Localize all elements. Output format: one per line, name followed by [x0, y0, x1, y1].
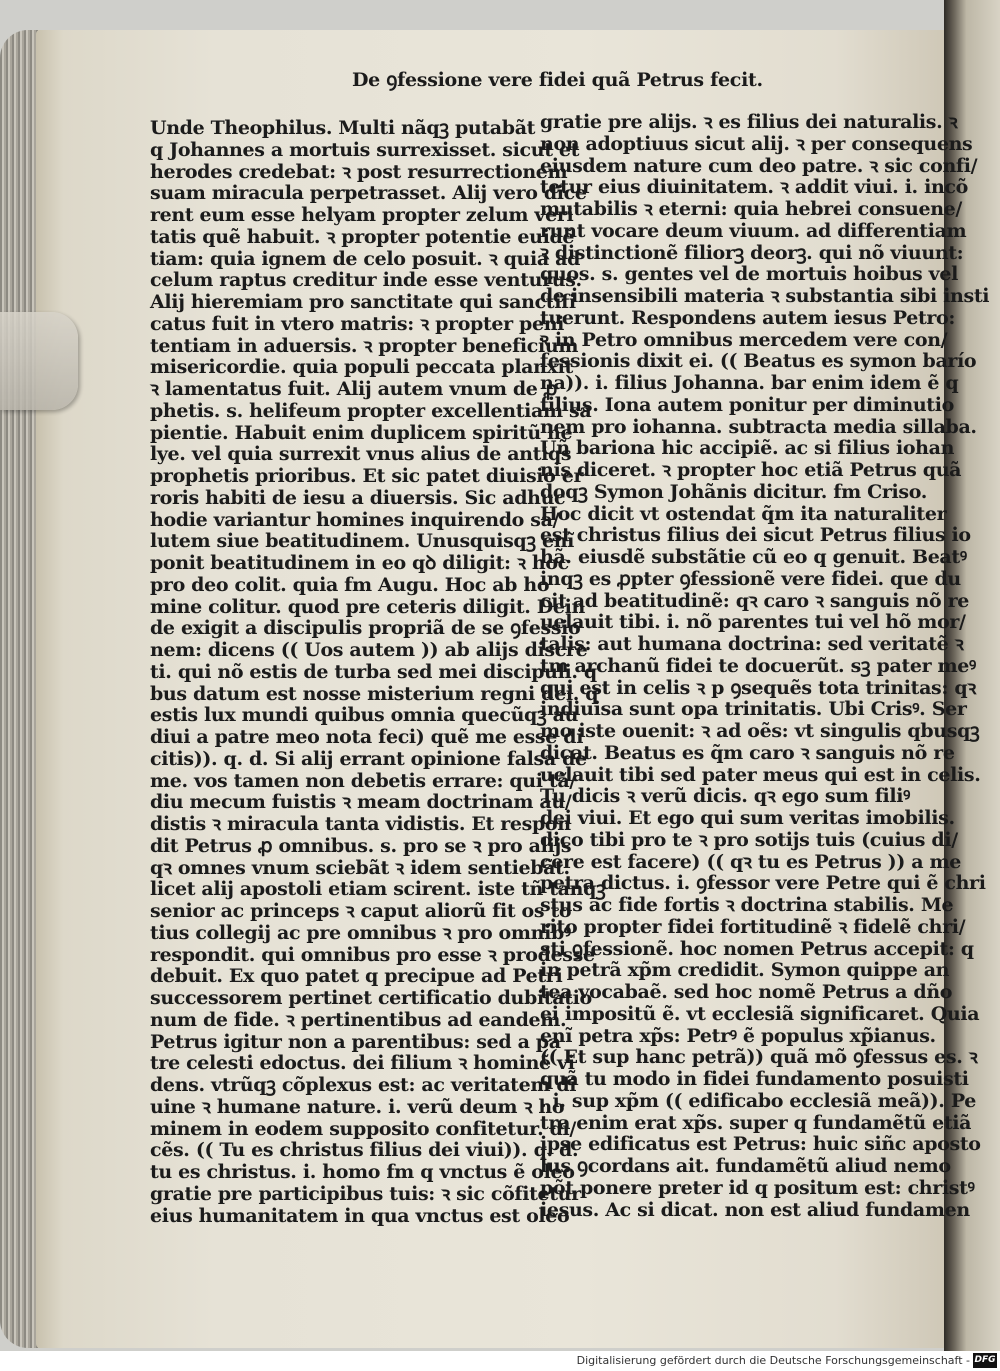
funding-notice: Digitalisierung gefördert durch die Deutsche Forschungsgemeinschaft -	[576, 1354, 970, 1367]
running-header: De ꝯfessione vere fidei quã Petrus fecit.	[352, 69, 763, 91]
footer-bar	[0, 1351, 1000, 1371]
right-text-column: gratie pre alijs. ꝛ es filius dei naturalis. ꝛ non adoptiuus sicut alij. ꝛ per consequens eiusdem nature cum deo patre. ꝛ sic confi/ tetur eius diuinitatem. ꝛ addit viui. i. incõ mutabilis ꝛ eterni: quia hebrei consuene/ runt vocare deum viuum. ad differentiam ꝛ distinctionẽ filiorꝫ deorꝫ. qui nõ viuunt: quos. s. gentes vel de mortuis hoibus vel de insensibili materia ꝛ substantia sibi insti tuerunt. Respondens autem iesus Petro: ꝛ in Petro omnibus mercedem vere con/ fessionis dixit ei. (( Beatus es symon barío na)). i. filius Johanna. bar enim idem ẽ q filius. Iona autem ponitur per diminutio nem pro iohanna. subtracta media sillaba. Uñ bariona hic accipiẽ. ac si filius iohan nis diceret. ꝛ propter hoc etiã Petrus quã doqꝫ Symon Johãnis dicitur. fm Criso. Hoc dicit vt ostendat q̃m ita naturaliter est christus filius dei sicut Petrus filius io hã. eiusdẽ substãtie cũ eo q genuit. Beatꝰ inqꝫ es ꝓpter ꝯfessionẽ vere fidei. que du cit ad beatitudinẽ: qꝛ caro ꝛ sanguis nõ re uelauit tibi. i. nõ parentes tui vel hõ mor/ talis: aut humana doctrina: sed veritatẽ ꝛ tm archanũ fidei te docuerũt. sꝫ pater meꝰ qui est in celis ꝛ p ꝯsequẽs tota trinitas: qꝛ indiuisa sunt opa trinitatis. Ubi Crisꝰ. Ser mo iste ouenit: ꝛ ad oẽs: vt singulis qbusqꝫ dicat. Beatus es q̃m caro ꝛ sanguis nõ re uelauit tibi sed pater meus qui est in celis. Tu dicis ꝛ verũ dicis. qꝛ ego sum filiꝰ dei viui. Et ego qui sum veritas imobilis. dico tibi pro te ꝛ pro sotijs tuis (cuius di/ cere est facere) (( qꝛ tu es Petrus )) a me petra dictus. i. ꝯfessor vere Petre qui ẽ chri stus ac fide fortis ꝛ doctrina stabilis. Me rito propter fidei fortitudinẽ ꝛ fidelẽ chri/ sti ꝯfessionẽ. hoc nomen Petrus accepit: q in petrã xp̃m credidit. Symon quippe an tea vocabaẽ. sed hoc nomẽ Petrus a dño ei impositũ ẽ. vt ecclesiã significaret. Quia enĩ petra xp̃s: Petrꝰ ẽ populus xp̃ianus. (( Et sup hanc petrã)) quã mõ ꝯfessus es. ꝛ quã tu modo in fidei fundamento posuisti . i. sup xp̃m (( edificabo ecclesiã meã)). Pe tra enim erat xp̃s. super q fundamẽtũ etiã ipse edificatus est Petrus: huic siñc aposto lus ꝯcordans ait. fundamẽtũ aliud nemo põt ponere preter id q positum est: christꝰ iesus. Ac si dicat. non est aliud fundamen	[540, 111, 990, 1221]
left-text-column: Unde Theophilus. Multi nãqꝫ putabãt q Johannes a mortuis surrexisset. sicut et herodes credebat: ꝛ post resurrectionem suam miracula perpetrasset. Alij vero dice rent eum esse helyam propter zelum veri tatis quẽ habuit. ꝛ propter potentie euidẽ tiam: quia ignem de celo posuit. ꝛ quia ad celum raptus creditur inde esse venturus. Alij hieremiam pro sanctitate qui sanctifi catus fuit in vtero matris: ꝛ propter peni tentiam in aduersis. ꝛ propter beneficium misericordie. quia populi peccata planxit ꝛ lamentatus fuit. Alij autem vnum de ꝓ phetis. s. helifeum propter excellentiam sa pientie. Habuit enim duplicem spiritũ he lye. vel quia surrexit vnus alius de antiqs prophetis prioribus. Et sic patet diuisio er roris habiti de iesu a diuersis. Sic adhuc hodie variantur homines inquirendo sa/ lutem siue beatitudinem. Unusquisqꝫ enĩ ponit beatitudinem in eo qꝺ diligit: ꝛ hoc pro deo colit. quia fm Augu. Hoc ab ho mine colitur. quod pre ceteris diligit. Dein de exigit a discipulis propriã de se ꝯfessio nem: dicens (( Uos autem )) ab alijs discre ti. qui nõ estis de turba sed mei discipuli. q bus datum est nosse misterium regni dei. q estis lux mundi quibus omnia quecũqꝫ au diui a patre meo nota feci) quẽ me esse di citis)). q. d. Si alij errant opinione falsa de me. vos tamen non debetis errare: qui tã/ diu mecum fuistis ꝛ meam doctrinam au/ distis ꝛ miracula tanta vidistis. Et respon dit Petrus ꝓ omnibus. s. pro se ꝛ pro alijs qꝛ omnes vnum sciebãt ꝛ idem sentiebãt. licet alij apostoli etiam scirent. iste tñ tanqꝫ senior ac princeps ꝛ caput aliorũ fit os to tius collegij ac pre omnibus ꝛ pro omnibꝰ respondit. qui omnibus pro esse ꝛ prodesse debuit. Ex quo patet q precipue ad Petri successorem pertinet certificatio dubitatio num de fide. ꝛ pertinentibus ad eandem. Petrus igitur non a parentibus: sed a pa tre celesti edoctus. dei filium ꝛ hominẽ vi dens. vtrũqꝫ cõplexus est: ac veritatem di uine ꝛ humane nature. i. verũ deum ꝛ ho minem in eodem supposito confitetur. di/ cẽs. (( Tu es christus filius dei viui)). q. d. tu es christus. i. homo fm q vnctus ẽ oleo gratie pre participibus tuis: ꝛ sic cõfitetur eius humanitatem in qua vnctus est oleo	[150, 117, 606, 1227]
page-stack-edge	[0, 30, 40, 1348]
page-clip	[0, 312, 78, 410]
dfg-logo-icon: DFG	[973, 1353, 997, 1368]
